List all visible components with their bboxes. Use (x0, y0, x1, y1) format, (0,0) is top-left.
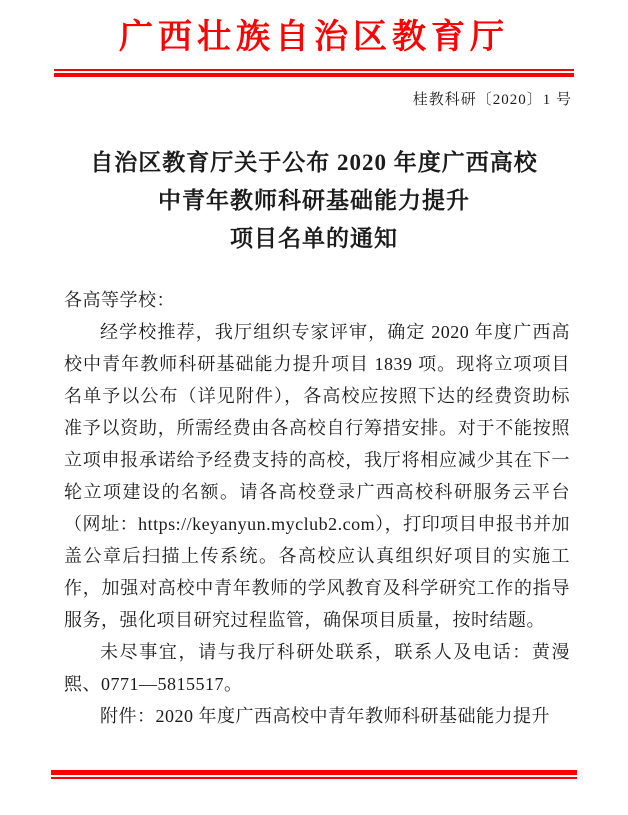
attachment-line: 附件：2020 年度广西高校中青年教师科研基础能力提升 (100, 706, 550, 726)
header-divider (54, 69, 574, 77)
footer-divider-thin-line (51, 777, 577, 779)
document-title (0, 144, 628, 258)
footer-divider-thick-line (51, 770, 577, 775)
document-body (64, 284, 570, 732)
document-number: 桂教科研〔2020〕1 号 (412, 92, 572, 108)
footer-divider (51, 770, 577, 779)
document-title-line-2: 中青年教师科研基础能力提升 (158, 188, 470, 213)
contact-paragraph: 未尽事宜，请与我厅科研处联系，联系人及电话：黄漫熙、0771—5815517。 (64, 642, 570, 694)
header-divider-thick-line (54, 73, 574, 77)
main-paragraph: 经学校推荐，我厅组织专家评审，确定 2020 年度广西高校中青年教师科研基础能力提升项目 1839 项。现将立项项目名单予以公布（详见附件），各高校应按照下达的经费资助标准予以资助，所需经费由各高校自行筹措安排。对于不能按照立项申报承诺给予经费支持的高校，我厅将相应减少其在下一轮立项建设的名额。请各高校登录广西高校科研服务云平台（网址：https://keyanyun.myclub2.com），打印项目申报书并加盖公章后扫描上传系统。各高校应认真组织好项目的实施工作，加强对高校中青年教师的学风教育及科学研究工作的指导服务，强化项目研究过程监管，确保项目质量，按时结题。 (64, 322, 570, 630)
document-title-line-3: 项目名单的通知 (230, 226, 398, 251)
header-divider-thin-line (54, 69, 574, 71)
salutation: 各高等学校： (64, 290, 175, 310)
document-title-line-1: 自治区教育厅关于公布 2020 年度广西高校 (90, 150, 538, 175)
issuing-authority-title: 广西壮族自治区教育厅 (119, 19, 509, 56)
